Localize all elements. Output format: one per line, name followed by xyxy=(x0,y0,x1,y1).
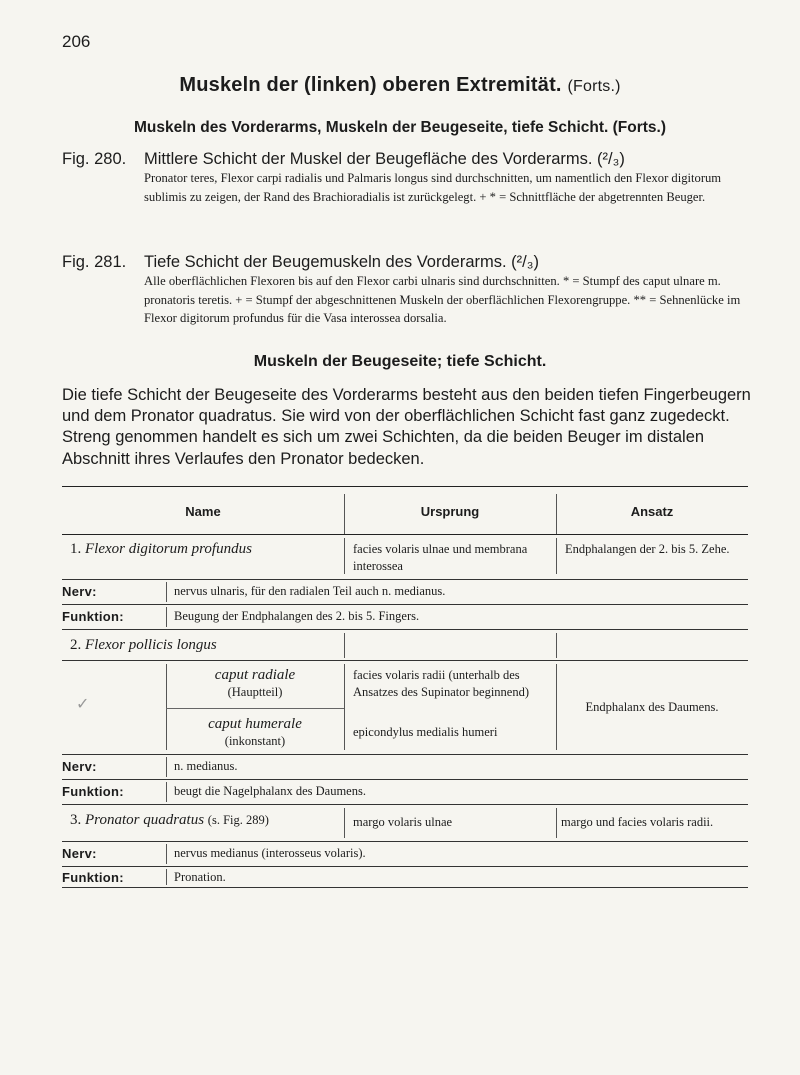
table-rule xyxy=(62,841,748,842)
chapter-title xyxy=(0,74,800,97)
muscle-insertion: Endphalangen der 2. bis 5. Zehe. xyxy=(565,542,730,556)
nerv-label: Nerv: xyxy=(62,584,97,599)
table-rule xyxy=(62,887,748,888)
funktion-label: Funktion: xyxy=(62,870,124,885)
funktion-value: Beugung der Endphalangen des 2. bis 5. Fingers. xyxy=(174,609,420,623)
muscle-name xyxy=(70,637,340,654)
table-rule xyxy=(62,486,748,487)
chapter-title-main: Muskeln der (linken) oberen Extremität. xyxy=(179,74,562,96)
column-divider xyxy=(166,844,167,864)
table-rule xyxy=(62,779,748,780)
nerv-label: Nerv: xyxy=(62,759,97,774)
intro-paragraph: Die tiefe Schicht der Beugeseite des Vorderarms besteht aus den beiden tiefen Fingerbeugern und dem Pronator quadratus. Sie wird von der oberflächlichen Schicht fast ganz zugedeckt. Streng genommen handelt es sich um zwei Schichten, da die beiden Beuger im distalen Abschnitt ihres Verlaufes den Pronator bedecken. xyxy=(62,386,751,468)
column-divider xyxy=(344,664,345,750)
funktion-value: Pronation. xyxy=(174,870,226,884)
head-note: (inkonstant) xyxy=(224,734,286,748)
figure-caption-281 xyxy=(62,252,752,328)
figure-description: Pronator teres, Flexor carpi radialis und Palmaris longus sind durchschnitten, um namentlich den Flexor digitorum sublimis zu zeigen, der Rand des Brachioradialis ist zurückgelegt. + * = Schnittfläche der abgetrennten Beuger. xyxy=(144,171,722,204)
table-rule xyxy=(62,604,748,605)
head-origin: epicondylus medialis humeri xyxy=(353,725,498,739)
figure-title: Tiefe Schicht der Beugemuskeln des Vorderarms. (²/₃) xyxy=(144,253,539,271)
column-divider xyxy=(166,782,167,802)
muscle-number: 2. xyxy=(70,637,82,653)
column-divider xyxy=(166,607,167,627)
muscle-origin: margo volaris ulnae xyxy=(353,815,453,829)
muscle-insertion: Endphalanx des Daumens. xyxy=(585,700,719,714)
table-rule xyxy=(62,660,748,661)
muscle-name xyxy=(70,541,340,558)
nerv-value: nervus ulnaris, für den radialen Teil auch n. medianus. xyxy=(174,584,446,598)
funktion-label: Funktion: xyxy=(62,609,124,624)
table-rule xyxy=(62,579,748,580)
table-rule xyxy=(62,866,748,867)
column-header-insertion: Ansatz xyxy=(630,504,674,519)
column-header-name: Name xyxy=(185,504,221,519)
figure-label: Fig. 280. xyxy=(62,150,127,168)
figure-caption-280 xyxy=(62,149,752,206)
figure-title: Mittlere Schicht der Muskel der Beugefläche des Vorderarms. (²/₃) xyxy=(144,150,625,168)
section-title: Muskeln des Vorderarms, Muskeln der Beugeseite, tiefe Schicht. (Forts.) xyxy=(133,119,667,136)
figure-label: Fig. 281. xyxy=(62,253,127,271)
column-divider xyxy=(556,633,557,658)
column-divider xyxy=(166,869,167,885)
muscle-head-radiale xyxy=(166,667,344,701)
table-rule xyxy=(62,804,748,805)
nerv-label: Nerv: xyxy=(62,846,97,861)
column-divider xyxy=(344,538,345,574)
nerv-value: nervus medianus (interosseus volaris). xyxy=(174,846,366,860)
column-divider xyxy=(556,538,557,574)
muscle-insertion: margo und facies volaris radii. xyxy=(561,815,714,829)
head-origin: facies volaris radii (unterhalb des Ansatzes des Supinator beginnend) xyxy=(353,668,530,699)
muscle-name-text: Flexor digitorum profundus xyxy=(85,541,252,557)
table-rule xyxy=(62,754,748,755)
muscle-number: 3. xyxy=(70,812,82,828)
head-name: caput radiale xyxy=(214,667,296,683)
nerv-value: n. medianus. xyxy=(174,759,238,773)
chapter-title-suffix: (Forts.) xyxy=(567,78,621,95)
muscle-origin: facies volaris ulnae und membrana interossea xyxy=(353,542,528,573)
subheading: Muskeln der Beugeseite; tiefe Schicht. xyxy=(253,353,547,370)
table-rule xyxy=(62,629,748,630)
funktion-value: beugt die Nagelphalanx des Daumens. xyxy=(174,784,366,798)
column-divider xyxy=(166,582,167,602)
column-divider xyxy=(556,808,557,838)
handwritten-check-mark: ✓ xyxy=(76,694,90,713)
figure-description: Alle oberflächlichen Flexoren bis auf den Flexor carbi ulnaris sind durchschnitten. * = Stumpf des caput ulnare m. pronatoris teretis. + = Stumpf der abgeschnittenen Muskeln der oberflächlichen Flexorengruppe. ** = Sehnenlücke im Flexor digitorum profundus für die Vasa interossea dorsalia. xyxy=(144,274,741,325)
muscle-head-humerale xyxy=(166,716,344,750)
head-name: caput humerale xyxy=(208,716,302,732)
figure-reference: (s. Fig. 289) xyxy=(207,813,269,827)
head-note: (Hauptteil) xyxy=(227,685,283,699)
page-number: 206 xyxy=(62,32,91,51)
table-rule xyxy=(166,708,344,709)
muscle-name xyxy=(70,812,345,829)
muscle-name-text: Flexor pollicis longus xyxy=(85,637,217,653)
table-rule xyxy=(62,534,748,535)
funktion-label: Funktion: xyxy=(62,784,124,799)
muscle-number: 1. xyxy=(70,541,82,557)
muscle-name-text: Pronator quadratus xyxy=(85,812,205,828)
column-header-origin: Ursprung xyxy=(420,504,480,519)
column-divider xyxy=(166,757,167,777)
column-divider xyxy=(344,633,345,658)
